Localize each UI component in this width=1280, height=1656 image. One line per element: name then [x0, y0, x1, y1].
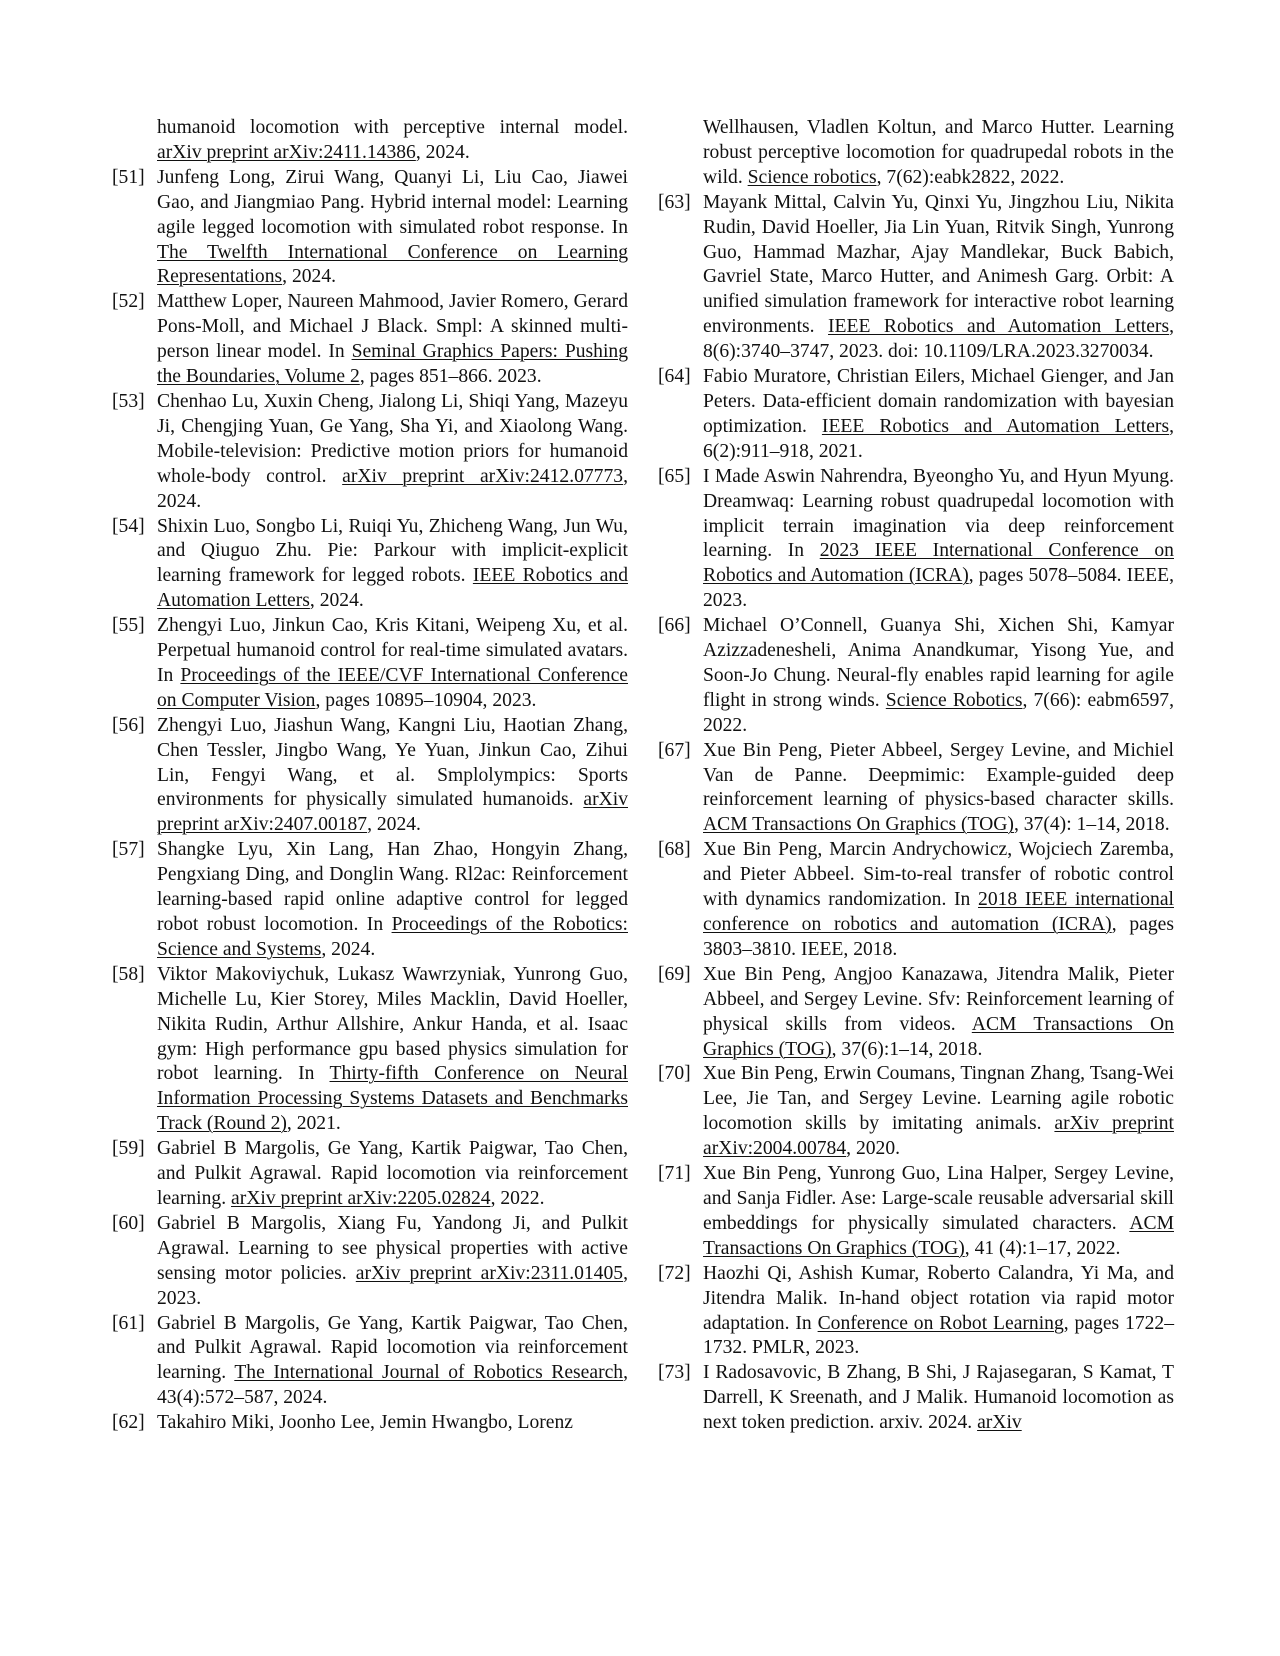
- reference-text: Matthew Loper, Naureen Mahmood, Javier Romero, Gerard Pons-Moll, and Michael J Black. Smpl: A skinned multi-person linear model. In: [157, 291, 628, 363]
- reference-entry: [112, 838, 628, 963]
- reference-link[interactable]: 2018 IEEE international conference on robotics and automation (ICRA): [703, 889, 1174, 935]
- reference-text: Xue Bin Peng, Yunrong Guo, Lina Halper, Sergey Levine, and Sanja Fidler. Ase: Large-scale reusable adversarial skill embeddings for physically simulated characters.: [703, 1163, 1174, 1234]
- reference-continuation: [658, 116, 1174, 191]
- reference-entry: [112, 1411, 628, 1436]
- reference-number: [51]: [112, 166, 145, 188]
- reference-suffix: , 41 (4):1–17, 2022.: [964, 1237, 1121, 1259]
- reference-suffix: , 43(4):572–587, 2024.: [157, 1362, 629, 1409]
- reference-suffix: , 2024.: [309, 590, 364, 612]
- reference-link[interactable]: 2023 IEEE International Conference on Robotics and Automation (ICRA): [703, 540, 1174, 587]
- reference-entry: [112, 714, 628, 839]
- reference-suffix: , 2024.: [157, 465, 628, 512]
- reference-text: Xue Bin Peng, Erwin Coumans, Tingnan Zhang, Tsang-Wei Lee, Jie Tan, and Sergey Levine. Learning agile robotic locomotion skills by imitating animals.: [703, 1063, 1174, 1135]
- reference-text: Viktor Makoviychuk, Lukasz Wawrzyniak, Yunrong Guo, Michelle Lu, Kier Storey, Miles Macklin, David Hoeller, Nikita Rudin, Arthur Allshire, Ankur Handa, et al. Isaac gym: High performance gpu based physics simulation for robot learning. In: [157, 963, 628, 1085]
- reference-number: [59]: [112, 1138, 145, 1160]
- reference-text: Gabriel B Margolis, Ge Yang, Kartik Paigwar, Tao Chen, and Pulkit Agrawal. Rapid locomotion via reinforcement learning.: [157, 1312, 628, 1384]
- reference-link[interactable]: IEEE Robotics and Automation Letters: [828, 316, 1170, 338]
- reference-number: [72]: [658, 1262, 691, 1284]
- reference-text: Takahiro Miki, Joonho Lee, Jemin Hwangbo, Lorenz: [157, 1412, 573, 1434]
- reference-link[interactable]: arXiv preprint arXiv:2407.00187: [157, 789, 628, 836]
- left-column: [112, 116, 628, 1436]
- reference-suffix: , 7(62):eabk2822, 2022.: [876, 166, 1065, 188]
- reference-suffix: , 2024.: [415, 141, 470, 163]
- reference-number: [71]: [658, 1163, 691, 1185]
- reference-text: Xue Bin Peng, Angjoo Kanazawa, Jitendra Malik, Pieter Abbeel, and Sergey Levine. Sfv: Reinforcement learning of physical skills from videos.: [703, 963, 1174, 1035]
- reference-link[interactable]: Seminal Graphics Papers: Pushing the Boundaries, Volume 2: [157, 341, 629, 388]
- reference-entry: [658, 1361, 1174, 1436]
- reference-number: [61]: [112, 1312, 145, 1334]
- reference-suffix: , pages 851–866. 2023.: [359, 366, 542, 388]
- reference-text: Xue Bin Peng, Marcin Andrychowicz, Wojciech Zaremba, and Pieter Abbeel. Sim-to-real transfer of robotic control with dynamics randomization. In: [703, 839, 1174, 911]
- reference-suffix: , 2024.: [321, 938, 376, 960]
- reference-number: [55]: [112, 615, 145, 637]
- reference-number: [73]: [658, 1362, 691, 1384]
- reference-entry: [112, 290, 628, 390]
- reference-link[interactable]: arXiv preprint arXiv:2311.01405: [355, 1262, 624, 1284]
- reference-link[interactable]: Conference on Robot Learning: [817, 1312, 1064, 1334]
- reference-entry: [112, 1212, 628, 1312]
- reference-text: Zhengyi Luo, Jiashun Wang, Kangni Liu, Haotian Zhang, Chen Tessler, Jingbo Wang, Ye Yuan, Jinkun Cao, Zihui Lin, Fengyi Wang, et al. Smplolympics: Sports environments for physically simulated humanoids.: [157, 714, 628, 811]
- reference-suffix: , 7(66): eabm6597, 2022.: [703, 689, 1174, 736]
- reference-link[interactable]: IEEE Robotics and Automation Letters: [821, 415, 1170, 437]
- reference-suffix: , 2020.: [846, 1138, 901, 1160]
- reference-text: Xue Bin Peng, Pieter Abbeel, Sergey Levine, and Michiel Van de Panne. Deepmimic: Example-guided deep reinforcement learning of physics-based character skills.: [703, 739, 1174, 811]
- reference-number: [52]: [112, 291, 145, 313]
- reference-link[interactable]: Science robotics: [747, 166, 877, 188]
- reference-entry: [658, 963, 1174, 1063]
- reference-entry: [658, 1162, 1174, 1262]
- reference-text: Fabio Muratore, Christian Eilers, Michael Gienger, and Jan Peters. Data-efficient domain randomization with bayesian optimization.: [703, 366, 1174, 437]
- reference-link[interactable]: IEEE Robotics and Automation Letters: [157, 565, 628, 612]
- reference-text: Shangke Lyu, Xin Lang, Han Zhao, Hongyin Zhang, Pengxiang Ding, and Donglin Wang. Rl2ac: Reinforcement learning-based rapid online adaptive control for legged robot robust locomotion. In: [157, 839, 628, 935]
- reference-link[interactable]: arXiv preprint arXiv:2412.07773: [342, 465, 624, 487]
- reference-entry: [112, 1312, 628, 1412]
- reference-link[interactable]: The Twelfth International Conference on Learning Representations: [157, 241, 628, 288]
- reference-text: I Made Aswin Nahrendra, Byeongho Yu, and Hyun Myung. Dreamwaq: Learning robust quadrupedal locomotion with implicit terrain imagination via deep reinforcement learning. In: [703, 465, 1174, 562]
- reference-number: [57]: [112, 839, 145, 861]
- reference-entry: [658, 1262, 1174, 1362]
- reference-link[interactable]: arXiv: [977, 1412, 1022, 1434]
- reference-text: humanoid locomotion with perceptive internal model.: [157, 117, 628, 138]
- reference-number: [70]: [658, 1063, 691, 1085]
- reference-suffix: , 2022.: [490, 1187, 545, 1209]
- reference-text: Chenhao Lu, Xuxin Cheng, Jialong Li, Shiqi Yang, Mazeyu Ji, Chengjing Yuan, Ge Yang, Sha Yi, and Xiaolong Wang. Mobile-television: Predictive motion priors for humanoid whole-body control.: [157, 390, 628, 487]
- reference-entry: [112, 515, 628, 615]
- reference-entry: [112, 390, 628, 515]
- reference-entry: [112, 963, 628, 1137]
- reference-suffix: , pages 3803–3810. IEEE, 2018.: [703, 914, 1174, 960]
- reference-entry: [658, 739, 1174, 839]
- reference-entry: [658, 365, 1174, 465]
- reference-suffix: , 37(6):1–14, 2018.: [831, 1038, 983, 1060]
- reference-text: Haozhi Qi, Ashish Kumar, Roberto Calandra, Yi Ma, and Jitendra Malik. In-hand object rotation via rapid motor adaptation. In: [703, 1262, 1174, 1334]
- right-column: [658, 116, 1174, 1436]
- reference-link[interactable]: Science Robotics: [885, 689, 1023, 711]
- reference-text: Michael O’Connell, Guanya Shi, Xichen Shi, Kamyar Azizzadenesheli, Anima Anandkumar, Yisong Yue, and Soon-Jo Chung. Neural-fly enables rapid learning for agile flight in strong winds.: [703, 615, 1174, 711]
- reference-entry: [658, 838, 1174, 963]
- reference-text: I Radosavovic, B Zhang, B Shi, J Rajasegaran, S Kamat, T Darrell, K Sreenath, and J Malik. Humanoid locomotion as next token prediction. arxiv. 2024.: [703, 1362, 1174, 1434]
- reference-number: [53]: [112, 390, 145, 412]
- reference-number: [64]: [658, 366, 691, 388]
- reference-text: Zhengyi Luo, Jinkun Cao, Kris Kitani, Weipeng Xu, et al. Perpetual humanoid control for real-time simulated avatars. In: [157, 615, 628, 686]
- reference-link[interactable]: The International Journal of Robotics Research: [234, 1362, 624, 1384]
- reference-entry: [112, 1137, 628, 1212]
- reference-link[interactable]: arXiv preprint arXiv:2004.00784: [703, 1113, 1174, 1160]
- reference-entry: [658, 1062, 1174, 1162]
- reference-suffix: , 2024.: [282, 266, 337, 288]
- reference-link[interactable]: ACM Transactions On Graphics (TOG): [703, 1013, 1174, 1060]
- reference-number: [68]: [658, 839, 691, 861]
- reference-number: [62]: [112, 1412, 145, 1434]
- reference-suffix: , pages 1722–1732. PMLR, 2023.: [703, 1312, 1175, 1359]
- reference-entry: [658, 191, 1174, 365]
- reference-suffix: , pages 10895–10904, 2023.: [315, 689, 537, 711]
- reference-entry: [112, 614, 628, 714]
- reference-entry: [112, 166, 628, 291]
- reference-suffix: , 2021.: [286, 1113, 341, 1135]
- reference-text: Wellhausen, Vladlen Koltun, and Marco Hutter. Learning robust perceptive locomotion for quadrupedal robots in the wild.: [703, 117, 1174, 188]
- reference-text: Gabriel B Margolis, Xiang Fu, Yandong Ji, and Pulkit Agrawal. Learning to see physical properties with active sensing motor policies.: [157, 1212, 628, 1284]
- reference-link[interactable]: Proceedings of the IEEE/CVF International Conference on Computer Vision: [157, 664, 628, 711]
- reference-suffix: , 2023.: [157, 1262, 628, 1309]
- reference-text: Shixin Luo, Songbo Li, Ruiqi Yu, Zhicheng Wang, Jun Wu, and Qiuguo Zhu. Pie: Parkour with implicit-explicit learning framework for legged robots.: [157, 515, 628, 587]
- reference-link[interactable]: arXiv preprint arXiv:2411.14386: [157, 141, 416, 163]
- reference-link[interactable]: ACM Transactions On Graphics (TOG): [703, 814, 1014, 836]
- reference-number: [58]: [112, 963, 145, 985]
- reference-number: [67]: [658, 739, 691, 761]
- reference-text: Junfeng Long, Zirui Wang, Quanyi Li, Liu Cao, Jiawei Gao, and Jiangmiao Pang. Hybrid internal model: Learning agile legged locomotion with simulated robot response. In: [157, 166, 628, 238]
- reference-number: [60]: [112, 1212, 145, 1234]
- reference-entry: [658, 614, 1174, 739]
- reference-link[interactable]: ACM Transactions On Graphics (TOG): [703, 1212, 1174, 1259]
- reference-number: [69]: [658, 963, 691, 985]
- reference-suffix: , 6(2):911–918, 2021.: [703, 415, 1174, 462]
- reference-link[interactable]: Proceedings of the Robotics: Science and Systems: [157, 914, 628, 960]
- reference-number: [56]: [112, 714, 145, 736]
- reference-suffix: , 37(4): 1–14, 2018.: [1013, 814, 1170, 836]
- reference-number: [65]: [658, 465, 691, 487]
- reference-number: [54]: [112, 515, 145, 537]
- reference-entry: [658, 465, 1174, 614]
- reference-suffix: , 2024.: [367, 814, 421, 836]
- reference-text: Mayank Mittal, Calvin Yu, Qinxi Yu, Jingzhou Liu, Nikita Rudin, David Hoeller, Jia Lin Yuan, Ritvik Singh, Yunrong Guo, Hammad Mazhar, Ajay Mandlekar, Buck Babich, Gavriel State, Marco Hutter, and Animesh Garg. Orbit: A unified simulation framework for interactive robot learning environments.: [703, 191, 1174, 338]
- reference-number: [63]: [658, 191, 691, 213]
- reference-suffix: , pages 5078–5084. IEEE, 2023.: [703, 565, 1174, 612]
- reference-link[interactable]: Thirty-fifth Conference on Neural Information Processing Systems Datasets and Benchmarks Track (Round 2): [157, 1063, 628, 1135]
- reference-link[interactable]: arXiv preprint arXiv:2205.02824: [231, 1187, 491, 1209]
- reference-suffix: , 8(6):3740–3747, 2023. doi: 10.1109/LRA.2023.3270034.: [703, 316, 1174, 363]
- reference-continuation: [112, 116, 628, 166]
- reference-text: Gabriel B Margolis, Ge Yang, Kartik Paigwar, Tao Chen, and Pulkit Agrawal. Rapid locomotion via reinforcement learning.: [157, 1138, 628, 1209]
- reference-number: [66]: [658, 615, 691, 637]
